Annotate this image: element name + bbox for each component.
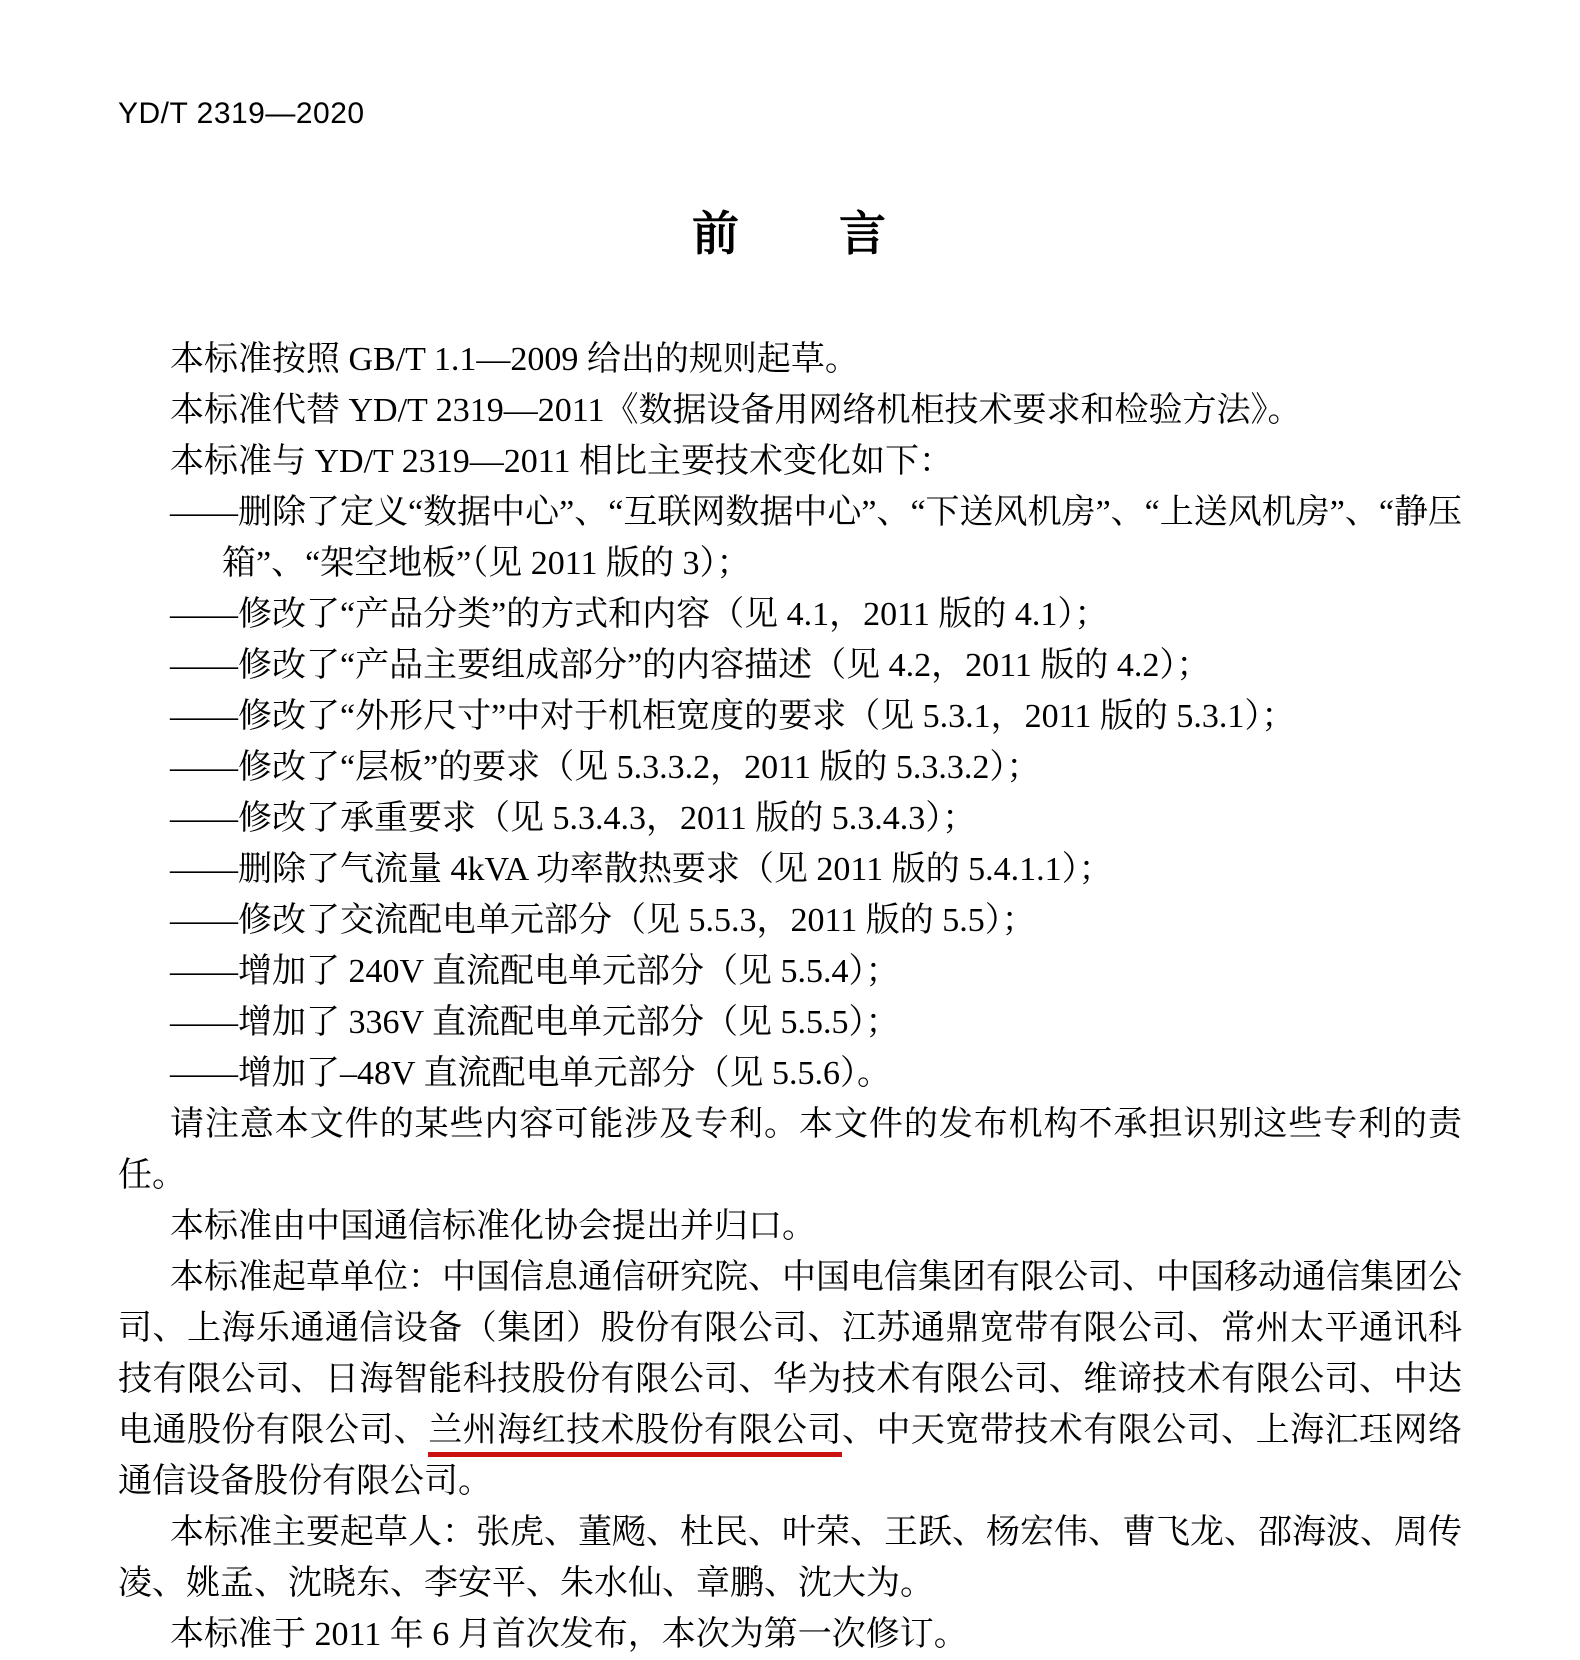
change-item: ——删除了气流量 4kVA 功率散热要求（见 2011 版的 5.4.1.1）； xyxy=(170,851,1113,889)
document-body xyxy=(118,334,1462,1660)
doc-number: YD/T 2319—2020 xyxy=(118,97,365,130)
paragraph-committee: 本标准由中国通信标准化协会提出并归口。 xyxy=(170,1208,816,1246)
changes-list xyxy=(118,487,1462,1099)
paragraph-patent-note: 请注意本文件的某些内容可能涉及专利。本文件的发布机构不承担识别这些专利的责任。 xyxy=(118,1106,1462,1195)
change-item: ——增加了–48V 直流配电单元部分（见 5.5.6）。 xyxy=(170,1055,891,1093)
paragraph-revision-history: 本标准于 2011 年 6 月首次发布，本次为第一次修订。 xyxy=(170,1616,968,1654)
paragraph-drafters: 本标准主要起草人：张虎、董飏、杜民、叶荣、王跃、杨宏伟、曹飞龙、邵海波、周传凌、姚孟、沈晓东、李安平、朱水仙、章鹏、沈大为。 xyxy=(118,1514,1462,1603)
change-item: ——增加了 240V 直流配电单元部分（见 5.5.4）； xyxy=(170,953,900,991)
drafting-units-text: 本标准起草单位：中国信息通信研究院、中国电信集团有限公司、中国移动通信集团公司、上海乐通通信设备（集团）股份有限公司、江苏通鼎宽带有限公司、常州太平通讯科技有限公司、日海智能科技股份有限公司、华为技术有限公司、维谛技术有限公司、中达电通股份有限公司、 xyxy=(118,1259,1462,1450)
change-item: ——修改了“外形尺寸”中对于机柜宽度的要求（见 5.3.1，2011 版的 5.3.1）； xyxy=(170,698,1296,736)
change-item: ——修改了“层板”的要求（见 5.3.3.2，2011 版的 5.3.3.2）； xyxy=(170,749,1041,787)
paragraph-changes-lead: 本标准与 YD/T 2319—2011 相比主要技术变化如下： xyxy=(170,443,953,481)
change-item: ——修改了承重要求（见 5.3.4.3，2011 版的 5.3.4.3）； xyxy=(170,800,977,838)
paragraph-drafting-basis: 本标准按照 GB/T 1.1—2009 给出的规则起草。 xyxy=(170,341,859,379)
change-item: ——修改了“产品分类”的方式和内容（见 4.1，2011 版的 4.1）； xyxy=(170,596,1109,634)
drafting-units-text-tail: 、中天宽带技术有限公司、上海汇珏网络通信设备股份有限公司。 xyxy=(118,1412,1463,1501)
change-item: ——增加了 336V 直流配电单元部分（见 5.5.5）； xyxy=(170,1004,900,1042)
change-item: ——删除了定义“数据中心”、“互联网数据中心”、“下送风机房”、“上送风机房”、“静压箱”、“架空地板”（见 2011 版的 3）； xyxy=(170,494,1462,583)
page-title: 前 言 xyxy=(692,207,888,260)
highlighted-company-name: 兰州海红技术股份有限公司 xyxy=(428,1412,842,1457)
change-item: ——修改了交流配电单元部分（见 5.5.3，2011 版的 5.5）； xyxy=(170,902,1036,940)
paragraph-replaces: 本标准代替 YD/T 2319—2011《数据设备用网络机柜技术要求和检验方法》。 xyxy=(170,392,1302,430)
paragraph-drafting-units xyxy=(118,1252,1462,1507)
change-item: ——修改了“产品主要组成部分”的内容描述（见 4.2，2011 版的 4.2）； xyxy=(170,647,1211,685)
